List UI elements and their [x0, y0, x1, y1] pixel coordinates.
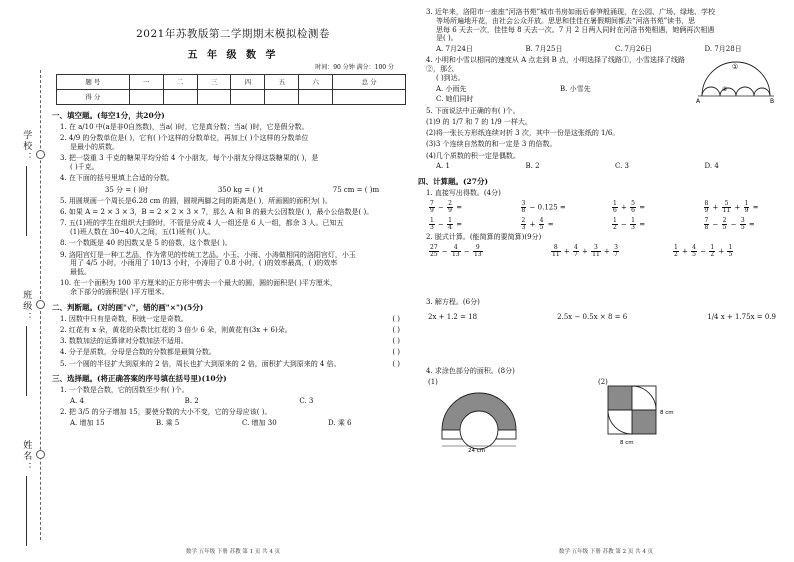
page-footer: 数学 五年级 下册 苏教 第 2 页 共 4 页 — [558, 549, 654, 556]
right-page — [418, 0, 794, 562]
page-footer: 数学 五年级 下册 苏教 第 1 页 共 4 页 — [185, 549, 281, 556]
statement: (2)将一张长方形纸连续对折 3 次，其中一份是这张纸的 1/6。 — [426, 129, 620, 137]
subsection-title: 4. 求涂色部分的面积。(8分) — [426, 367, 515, 376]
score-input-cell[interactable] — [197, 90, 231, 105]
options — [52, 419, 414, 428]
answer-paren[interactable]: ( ) — [392, 314, 400, 323]
option[interactable]: A. 7月24日 — [436, 45, 473, 53]
equations — [418, 313, 794, 322]
question: 3. 把一袋重 3 千克的糖果平均分给 4 个小朋友，每个小朋友分得这袋糖果的( )，是 ( )千克。 — [60, 154, 319, 171]
subsection-title: 1. 直接写出得数。(4分) — [426, 188, 501, 197]
class-field[interactable]: 班级： — [20, 290, 31, 396]
step-calc-grid — [418, 245, 794, 258]
answer-paren[interactable]: ( ) — [392, 325, 400, 334]
section-title: 一、填空题。(每空1分，共20分) — [52, 111, 165, 121]
option[interactable]: B. 乘 5 — [156, 419, 180, 427]
dimension-label: 8 cm — [620, 440, 634, 447]
question: 9. 洛阳宫灯是一种工艺品，作为常见的传统工艺品。小玉、小雨、小涛做相同的洛阳宫灯，小玉 用了 4/5 小时，小雨用了 10/13 小时，小涛用了 0.8 小时，( )的效率最高，( )的效率 最低。 — [60, 250, 356, 276]
section-title: 四、计算题。(27分) — [418, 177, 489, 186]
school-field[interactable]: 学校： — [20, 130, 31, 236]
oral-calc-grid — [418, 201, 794, 231]
options — [52, 397, 414, 406]
option[interactable]: A. 小雨先 — [436, 84, 467, 93]
question: 5. 下面说法中正确的有( )个。 — [426, 106, 520, 115]
option[interactable]: B. 7月25日 — [525, 45, 563, 53]
option[interactable]: A. 增加 15 — [70, 419, 105, 427]
route-2-label: ② — [722, 86, 728, 94]
score-input-cell[interactable] — [265, 90, 299, 105]
score-header-cell: 二 — [163, 75, 197, 90]
calc-item: $\frac{27}{25}$ − $\frac{4}{13}$ − $\frac{9}{13}$ — [430, 243, 482, 258]
option[interactable]: C. 增加 30 — [242, 419, 277, 427]
score-input-cell[interactable] — [333, 90, 406, 105]
question: 7. 五(1)班的学生在组织大扫除时，不管是分成 4 人一组还是 6 人一组，都余 3 人。已知五 (1)班人数在 30~40人之间，五(1)班有( )人。 — [60, 219, 344, 236]
question: 2. 4/9 的分数单位是( )，它有( )个这样的分数单位，再加上( )个这样的分数单位 是最小的质数。 — [60, 134, 309, 151]
score-header-cell: 六 — [299, 75, 333, 90]
question: 1. 一个数是合数，它的因数至少有( )个。 — [60, 386, 189, 395]
option[interactable]: D. 4 — [704, 162, 719, 171]
exam-subject: 五 年 级 数 学 — [187, 50, 279, 62]
judge-item: 5. 一个圆的半径扩大到原来的 2 倍，周长也扩大到原来的 2 倍，面积扩大到原来的 4 倍。 ( ) — [60, 359, 400, 368]
section-title: 三、选择题。(将正确答案的序号填在括号里)(10分) — [52, 374, 227, 384]
calc-item: $\frac{7}{8}$ − $\frac{2}{5}$ − $\frac{3}{5}$ = — [704, 216, 755, 231]
calc-item: $\frac{2}{3}$ + $\frac{4}{5}$ = — [521, 216, 554, 231]
point-b-label: B — [770, 98, 775, 105]
score-table — [56, 74, 406, 105]
score-input-cell[interactable] — [231, 90, 265, 105]
answer-paren[interactable]: ( ) — [392, 359, 400, 368]
score-input-cell[interactable] — [299, 90, 333, 105]
subsection-title: 2. 脱式计算。(能简算的要简算)(9分) — [426, 233, 542, 242]
score-input-cell[interactable] — [163, 90, 197, 105]
calc-item: $\frac{8}{9}$ + $\frac{5}{11}$ + $\frac{1}{9}$ = — [704, 199, 759, 214]
answer-paren[interactable]: ( ) — [392, 348, 400, 357]
question: 8. 一个数既是 40 的因数又是 5 的倍数，这个数是( )。 — [60, 239, 232, 248]
left-page — [52, 0, 414, 562]
exam-title: 2021年苏教版第二学期期末模拟检测卷 — [136, 28, 330, 40]
question: 4. 小明和小雪以相同的速度从 A 点走到 B 点，小明选择了线路①，小雪选择了线路②，那么 ( )到达。 — [426, 56, 686, 82]
question: 10. 在一个面积为 100 平方厘米的正方形中剪去一个最大的圆，圆的面积是( )平方厘米， 余下部分的面积是( )平方厘米。 — [60, 279, 337, 296]
calc-item: $\frac{3}{8}$ − 0.125 = — [521, 199, 566, 214]
judge-item: 2. 红花有 x 朵，黄花的朵数比红花的 3 倍少 6 朵，则黄花有(3x + 6)朵。 ( ) — [60, 325, 400, 334]
judge-item: 1. 因数中只有是奇数，积就一定是奇数。 ( ) — [60, 314, 400, 323]
question-parts — [52, 186, 414, 195]
judge-item: 3. 数数加法的运算律对分数加法不适用。 ( ) — [60, 337, 400, 346]
statement: (1)9 的 1/7 和 7 的 1/9 一样大。 — [426, 117, 532, 126]
equation: 2.5x − 0.5x × 8 = 6 — [557, 312, 628, 321]
point-a-label: A — [696, 98, 701, 105]
calc-item: $\frac{1}{3}$ − $\frac{1}{4}$ = — [430, 216, 463, 231]
figure-squares — [604, 382, 684, 452]
option[interactable]: B. 小雪先 — [560, 84, 591, 93]
calc-item: $\frac{1}{2}$ − $\frac{1}{3}$ = — [613, 216, 646, 231]
options — [418, 45, 794, 54]
score-header-cell: 题 号 — [57, 75, 130, 90]
statement: (4)几个质数的积一定是偶数。 — [426, 151, 520, 160]
name-field[interactable]: 姓名： — [20, 440, 31, 546]
question: 6. 如果 A = 2 × 3 × 3，B = 2 × 2 × 3 × 7，那么 A 和 B 的最大公因数是( )，最小公倍数是( )。 — [60, 208, 374, 216]
statement: (3)3 个连续自然数的和一定是 3 的倍数。 — [426, 140, 557, 149]
calc-item: $\frac{8}{11}$ + $\frac{4}{7}$ + $\frac{3}{11}$ + $\frac{3}{7}$ — [552, 243, 618, 258]
question: 1. 在 a/10 中(a是非0自然数)，当a( )时，它是真分数；当a( )时，它是假分数。 — [60, 123, 309, 131]
dimension-label: 24 cm — [468, 448, 486, 453]
option[interactable]: A. 4 — [70, 397, 84, 405]
binding-hole — [36, 450, 45, 459]
question: 3. 近年来，洛阳市一座座“河洛书苑”城市书房如雨后春笋般涌现，在公园、广场、绿地、学校 等场所遍地开花，由社会公众开放。思思和佳佳在暑假期间都去“河洛书苑”读书，思 思每 6 天去一次，佳佳每 8 天去一次。7 月 2 日两人同时在河洛书苑相遇，她俩再次相遇 是( )。 — [426, 8, 716, 43]
equation: 1/4 x + 1.75x = 0.9 — [707, 312, 776, 321]
score-header-cell: 五 — [265, 75, 299, 90]
binding-hole — [36, 300, 45, 309]
equation: 2x + 1.2 = 18 — [428, 312, 478, 321]
option[interactable]: B. 2 — [184, 397, 199, 405]
option[interactable]: C. 3 — [615, 162, 630, 171]
calc-item: $\frac{1}{2}$ + $\frac{4}{5}$ − $\frac{1}{2}$ + $\frac{1}{5}$ — [674, 243, 733, 258]
score-header-cell: 三 — [197, 75, 231, 90]
binding-hole — [36, 150, 45, 159]
route-1-label: ① — [732, 63, 739, 72]
question: 4. 在下面的括号里填上合适的分数。 — [60, 174, 174, 183]
exam-meta: 时间：90 分钟 满分：100 分 — [315, 63, 394, 71]
option[interactable]: B. 2 — [525, 162, 540, 171]
section-title: 二、判断题。(对的画"√"，错的画"×")(5分) — [52, 302, 204, 312]
area-figures — [418, 376, 794, 454]
answer-blank[interactable]: 75 cm = ( )m — [332, 185, 380, 194]
option[interactable]: C. 7月26日 — [615, 45, 652, 53]
answer-blank[interactable]: 35 分 = ( )时 — [104, 185, 149, 194]
binding-margin — [0, 0, 50, 562]
question: 2. 把 3/5 的分子增加 15，要使分数的大小不变，它的分母应该( )。 — [60, 408, 272, 417]
option[interactable]: D. 7月28日 — [704, 45, 742, 53]
score-input-cell[interactable] — [129, 90, 163, 105]
answer-paren[interactable]: ( ) — [392, 337, 400, 346]
score-header-cell: 总 分 — [333, 75, 406, 90]
option[interactable]: C. 3 — [299, 397, 314, 405]
calc-item: $\frac{7}{9}$ − $\frac{2}{9}$ = — [430, 199, 463, 214]
question: 5. 用圆规画一个周长是6.28 cm 的圆，圆规两脚之间的距离是( )，所画圆的面积为( )。 — [60, 196, 332, 205]
score-row-label: 得 分 — [57, 90, 130, 105]
score-header-cell: 四 — [231, 75, 265, 90]
option[interactable]: D. 乘 6 — [328, 419, 352, 427]
answer-blank[interactable]: 350 kg = ( )t — [217, 185, 263, 194]
subsection-title: 3. 解方程。(6分) — [426, 297, 480, 306]
dimension-label: 8 cm — [660, 410, 674, 417]
score-header-cell: 一 — [129, 75, 163, 90]
figure-label: (1) — [428, 378, 438, 387]
judge-item: 4. 分子是质数，分母是合数的分数都是最简分数。 ( ) — [60, 348, 400, 357]
calc-item: $\frac{1}{6}$ + $\frac{5}{6}$ = — [613, 199, 646, 214]
figure-semicircle — [436, 384, 522, 452]
options — [418, 162, 794, 171]
option[interactable]: A. 1 — [436, 162, 450, 171]
option[interactable]: C. 她们同时 — [436, 95, 474, 104]
route-diagram — [694, 56, 780, 104]
figure-label: (2) — [598, 378, 608, 387]
